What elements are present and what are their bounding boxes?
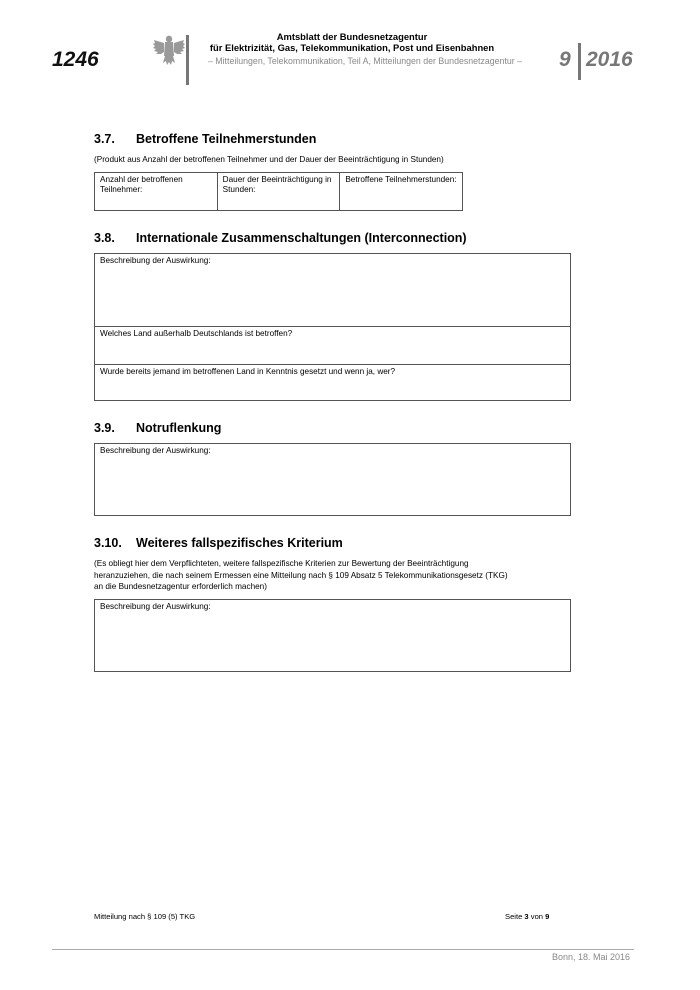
emergency-routing-box [94, 443, 571, 516]
page-current: 3 [524, 912, 529, 921]
issue-number: 9 [559, 48, 571, 71]
notified-party-field[interactable]: Wurde bereits jemand im betroffenen Land in Kenntnis gesetzt und wenn ja, wer? [95, 364, 570, 400]
publication-date: Bonn, 18. Mai 2016 [552, 952, 631, 962]
footer-page-indicator [505, 912, 549, 921]
page-number: 1246 [52, 48, 99, 71]
duration-hours-field[interactable]: Dauer der Beeinträchtigung in Stunden: [218, 173, 341, 210]
affected-country-field[interactable]: Welches Land außerhalb Deutschlands ist betroffen? [95, 326, 570, 364]
additional-criterion-impact-field[interactable]: Beschreibung der Auswirkung: [100, 602, 211, 611]
section-3-9-title: Notruflenkung [136, 421, 222, 435]
issue-year: 2016 [586, 48, 633, 71]
section-3-10-number: 3.10. [94, 536, 122, 550]
interconnection-box [94, 253, 571, 401]
section-3-10-note-line3: an die Bundesnetzagentur erforderlich machen) [94, 582, 267, 591]
section-3-9-number: 3.9. [94, 421, 115, 435]
section-3-10-title: Weiteres fallspezifisches Kriterium [136, 536, 343, 550]
publication-subtitle: für Elektrizität, Gas, Telekommunikation, Post und Eisenbahnen [209, 42, 495, 53]
interconnection-impact-field[interactable]: Beschreibung der Auswirkung: [100, 256, 211, 265]
additional-criterion-box [94, 599, 571, 672]
section-3-7-number: 3.7. [94, 132, 115, 146]
footer-divider [52, 949, 634, 950]
page-prefix: Seite [505, 912, 525, 921]
section-3-10-note-line1: (Es obliegt hier dem Verpflichteten, weitere fallspezifische Kriterien zur Bewertung der Beeinträchtigung [94, 559, 469, 568]
section-3-7-note: (Produkt aus Anzahl der betroffenen Teilnehmer und der Dauer der Beeinträchtigung in Stunden) [94, 155, 444, 164]
subscriber-hours-table [94, 172, 463, 211]
footer-reference: Mitteilung nach § 109 (5) TKG [94, 912, 196, 921]
header-divider [186, 35, 189, 85]
affected-subscribers-field[interactable]: Anzahl der betroffenen Teilnehmer: [95, 173, 218, 210]
page-total: 9 [545, 912, 550, 921]
section-3-7-title: Betroffene Teilnehmerstunden [136, 132, 317, 146]
section-3-8-title: Internationale Zusammenschaltungen (Interconnection) [136, 231, 467, 245]
publication-title: Amtsblatt der Bundesnetzagentur [276, 31, 428, 42]
section-3-8-number: 3.8. [94, 231, 115, 245]
page-middle: von [528, 912, 546, 921]
publication-section: – Mitteilungen, Telekommunikation, Teil A, Mitteilungen der Bundesnetzagentur – [207, 56, 523, 66]
section-3-10-note-line2: heranzuziehen, die nach seinem Ermessen eine Mitteilung nach § 109 Absatz 5 Telekommunikationsgesetz (TKG) [94, 570, 508, 580]
subscriber-hours-field[interactable]: Betroffene Teilnehmerstunden: [345, 175, 457, 184]
issue-divider [578, 43, 581, 80]
federal-eagle-icon [152, 32, 186, 68]
emergency-routing-impact-field[interactable]: Beschreibung der Auswirkung: [100, 446, 211, 455]
